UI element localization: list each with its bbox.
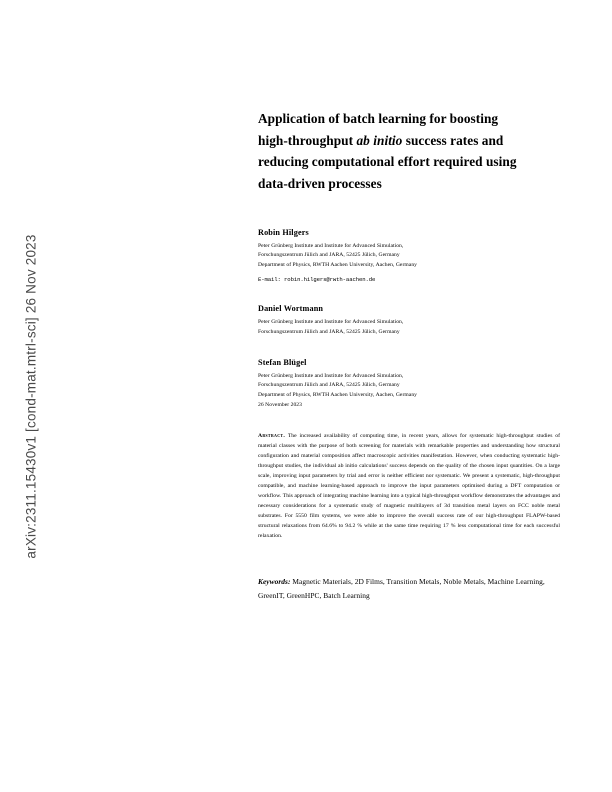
affiliation-line: Peter Grünberg Institute and Institute for Advanced Simulation, (258, 318, 404, 325)
affiliation-line: Peter Grünberg Institute and Institute for Advanced Simulation, (258, 242, 404, 249)
author-name: Daniel Wortmann (258, 304, 324, 314)
title-line-3: reducing computational effort required using (258, 154, 517, 170)
author-block (258, 358, 560, 410)
author-affiliation (258, 372, 560, 410)
title-line-2a: high-throughput (258, 132, 357, 148)
page-title (258, 108, 560, 194)
author-affiliation (258, 318, 560, 337)
abstract-text: The increased availability of computing time, in recent years, allows for systematic high-throughput studies of material classes with the purpose of both screening for materials with remarkable properties and understanding how structural configuration and material composition affect macroscopic activities manifestation. However, when conducting systematic high-throughput studies, the individual ab initio calculations' success depends on the quality of the chosen input quantities. On a large scale, improving input parameters by trial and error is neither efficient nor systematic. We present a systematic, high-throughput compatible, and machine learning-based approach to improve the input parameters optimised during a DFT computation or workflow. This approach of integrating machine learning into a typical high-throughput workflow demonstrates the advantages and necessary considerations for a systematic study of magnetic multilayers of 3d transition metal layers on FCC noble metal substrates. For 5550 film systems, we were able to improve the overall success rate of our high-throughput FLAPW-based structural relaxations from 64.6% to 94.2 % while at the same time requiring 17 % less computational time for each successful relaxation. (258, 433, 560, 540)
affiliation-line: Forschungszentrum Jülich and JARA, 52425 Jülich, Germany (258, 382, 400, 389)
abstract-label: Abstract. (258, 433, 286, 440)
title-line-4: data-driven processes (258, 175, 382, 191)
title-line-1: Application of batch learning for boosting (258, 111, 499, 126)
keywords-section (258, 575, 560, 602)
arxiv-identifier-stamp (14, 0, 48, 792)
author-block (258, 228, 560, 283)
affiliation-line: Forschungszentrum Jülich and JARA, 52425 Jülich, Germany (258, 252, 400, 259)
author-name: Robin Hilgers (258, 228, 309, 238)
title-line-2c: success rates and (402, 132, 504, 148)
author-email[interactable]: E-mail: robin.hilgers@rwth-aachen.de (258, 276, 376, 284)
author-block (258, 304, 560, 337)
affiliation-line: Department of Physics, RWTH Aachen University, Aachen, Germany (258, 391, 418, 398)
keywords-label: Keywords: (258, 577, 291, 587)
abstract-section (258, 431, 560, 541)
submission-date: 26 November 2023 (258, 401, 302, 408)
title-line-2-italic: ab initio (356, 132, 403, 148)
affiliation-line: Peter Grünberg Institute and Institute for Advanced Simulation, (258, 372, 404, 379)
author-name: Stefan Blügel (258, 358, 307, 368)
affiliation-line: Department of Physics, RWTH Aachen University, Aachen, Germany (258, 261, 418, 268)
affiliation-line: Forschungszentrum Jülich and JARA, 52425 Jülich, Germany (258, 328, 400, 335)
paper-content (258, 108, 560, 602)
author-affiliation (258, 242, 560, 271)
keywords-text: Magnetic Materials, 2D Films, Transition Metals, Noble Metals, Machine Learning, GreenIT, GreenHPC, Batch Learning (258, 577, 545, 600)
arxiv-identifier-text: arXiv:2311.15430v1 [cond-mat.mtrl-sci] 26 Nov 2023 (23, 233, 39, 559)
